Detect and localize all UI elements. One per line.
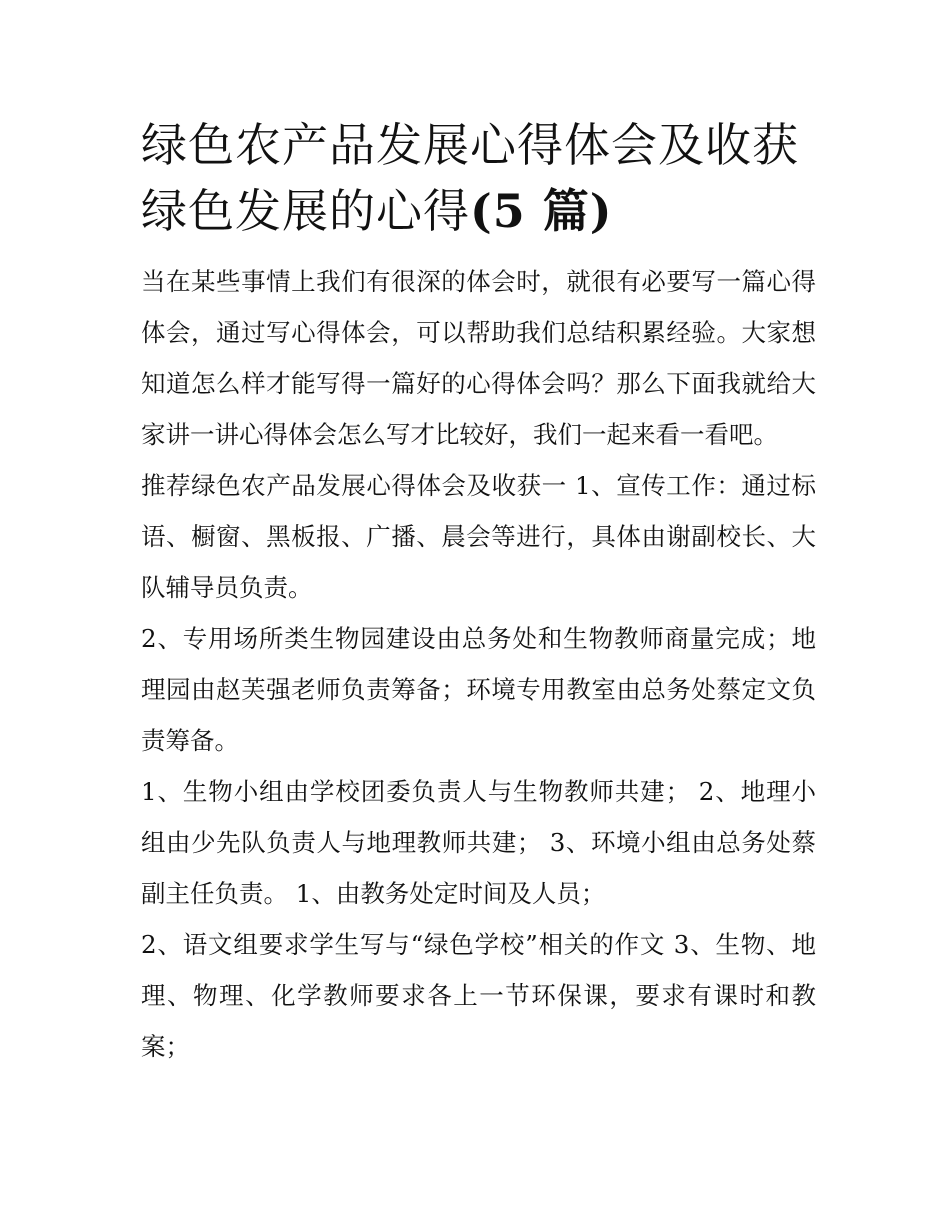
paragraph-facilities: 2、专用场所类生物园建设由总务处和生物教师商量完成；地理园由赵芙强老师负责筹备；环境专用教室由总务处蔡定文负责筹备。 — [141, 624, 816, 755]
document-page — [141, 112, 816, 1072]
title-suffix-text: (5 篇) — [470, 184, 613, 238]
document-title — [141, 112, 816, 244]
paragraph-teaching: 2、语文组要求学生写与“绿色学校”相关的作文 3、生物、地理、物理、化学教师要求各上一节环保课，要求有课时和教案； — [141, 930, 816, 1061]
paragraph-groups: 1、生物小组由学校团委负责人与生物教师共建； 2、地理小组由少先队负责人与地理教师共建； 3、环境小组由总务处蔡副主任负责。 1、由教务处定时间及人员； — [141, 777, 816, 908]
paragraph-propaganda: 推荐绿色农产品发展心得体会及收获一 1、宣传工作：通过标语、橱窗、黑板报、广播、晨会等进行，具体由谢副校长、大队辅导员负责。 — [141, 471, 816, 602]
paragraph-intro: 当在某些事情上我们有很深的体会时，就很有必要写一篇心得体会，通过写心得体会，可以帮助我们总结积累经验。大家想知道怎么样才能写得一篇好的心得体会吗？那么下面我就给大家讲一讲心得体会怎么写才比较好，我们一起来看一看吧。 — [141, 267, 816, 449]
title-main-text: 绿色农产品发展心得体会及收获 绿色发展的心得 — [141, 118, 799, 238]
